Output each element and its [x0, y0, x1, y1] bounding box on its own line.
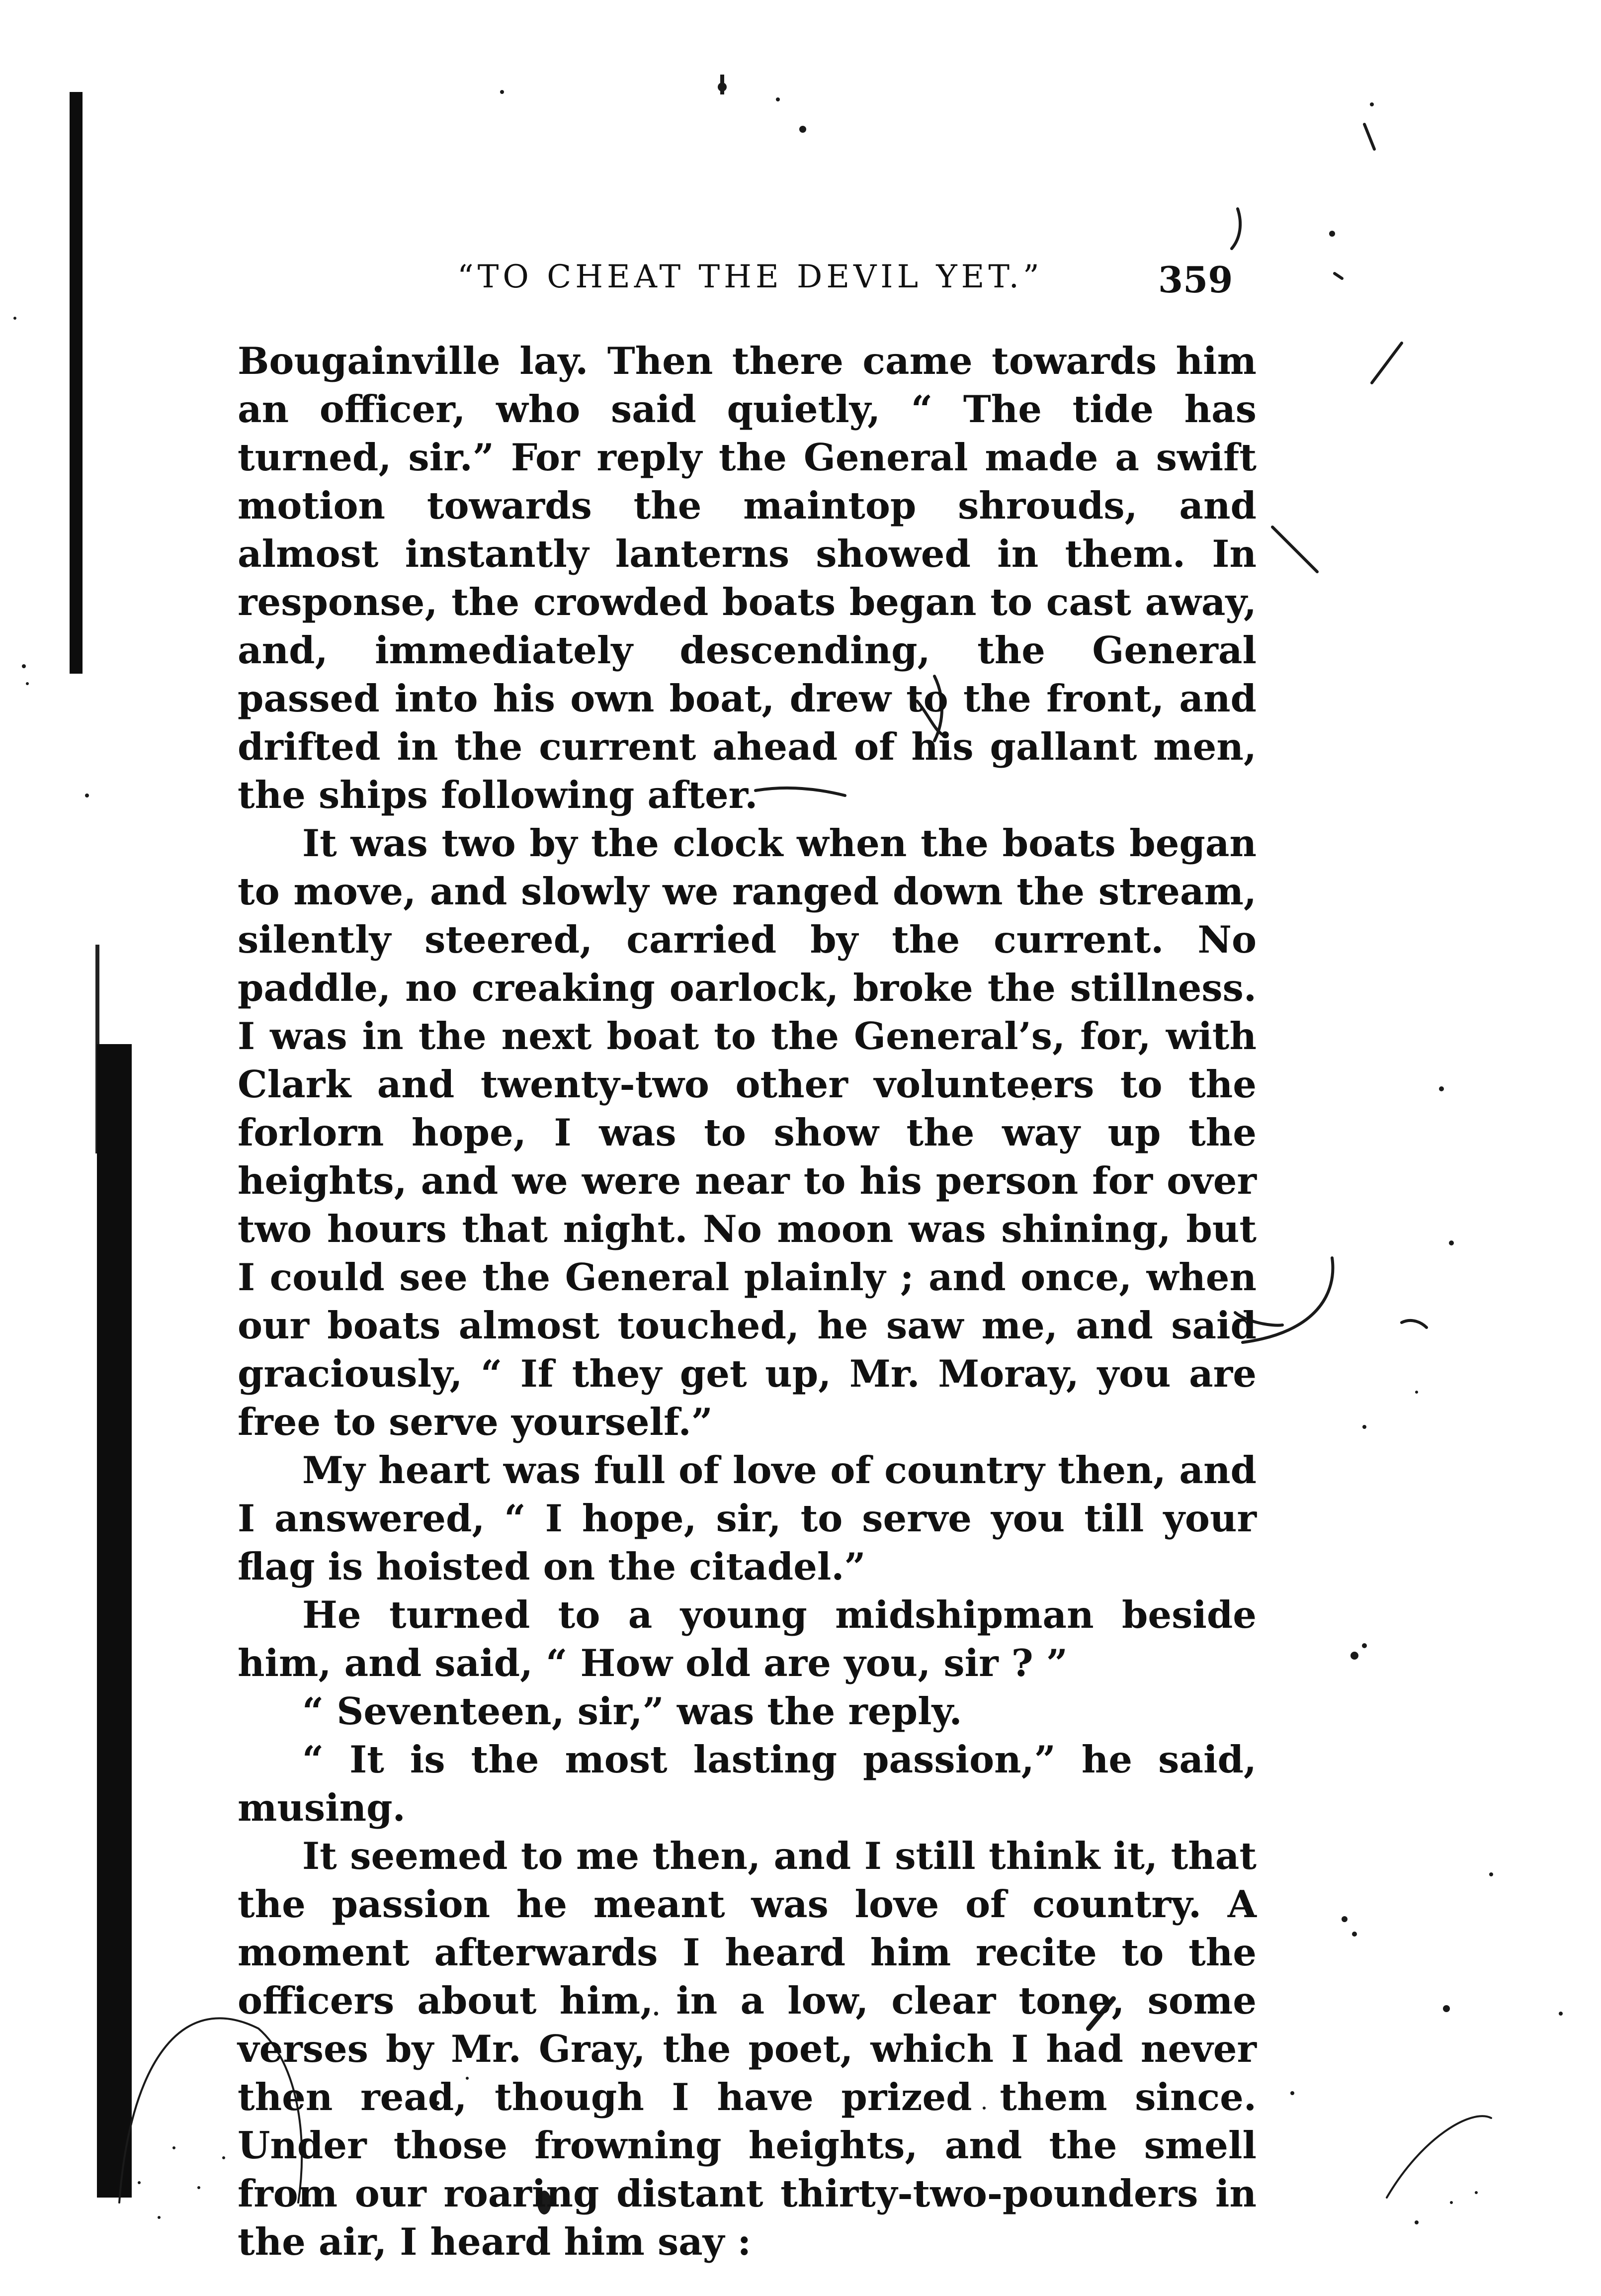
- body-text: [238, 337, 1257, 2266]
- paragraph-7: It seemed to me then, and I still think it, that the passion he meant was love of country. A moment afterwards I heard him recite to the officers about him, in a low, clear tone, some verses by Mr. Gray, the poet, which I had never then read, though I have prized them since. Under those frowning heights, and the smell from our roaring distant thirty-two-pounders in the air, I heard him say :: [238, 1834, 1257, 2264]
- running-header: [0, 249, 1601, 313]
- paragraph-4: He turned to a young midshipman beside him, and said, “ How old are you, sir ? ”: [238, 1593, 1257, 1685]
- paragraph-5: “ Seventeen, sir,” was the reply.: [302, 1689, 962, 1733]
- paragraph-3: My heart was full of love of country then, and I answered, “ I hope, sir, to serve you till your flag is hoisted on the citadel.”: [238, 1448, 1257, 1589]
- paragraph-6: “ It is the most lasting passion,” he said, musing.: [238, 1738, 1257, 1830]
- running-title: “TO CHEAT THE DEVIL YET.”: [457, 259, 1043, 295]
- paragraph-1: Bougainville lay. Then there came towards him an officer, who said quietly, “ The tide has turned, sir.” For reply the General made a swift motion towards the maintop shrouds, and almost instantly lanterns showed in them. In response, the crowded boats began to cast away, and, immediately descending, the General passed into his own boat, drew to the front, and drifted in the current ahead of his gallant men, the ships following after.: [238, 339, 1257, 817]
- paragraph-2: It was two by the clock when the boats began to move, and slowly we ranged down the stream, silently steered, carried by the current. No paddle, no creaking oarlock, broke the stillness. I was in the next boat to the General’s, for, with Clark and twenty-two other volunteers to the forlorn hope, I was to show the way up the heights, and we were near to his person for over two hours that night. No moon was shining, but I could see the General plainly ; and once, when our boats almost touched, he saw me, and said graciously, “ If they get up, Mr. Moray, you are free to serve yourself.”: [238, 821, 1257, 1444]
- page-number: 359: [1158, 259, 1233, 301]
